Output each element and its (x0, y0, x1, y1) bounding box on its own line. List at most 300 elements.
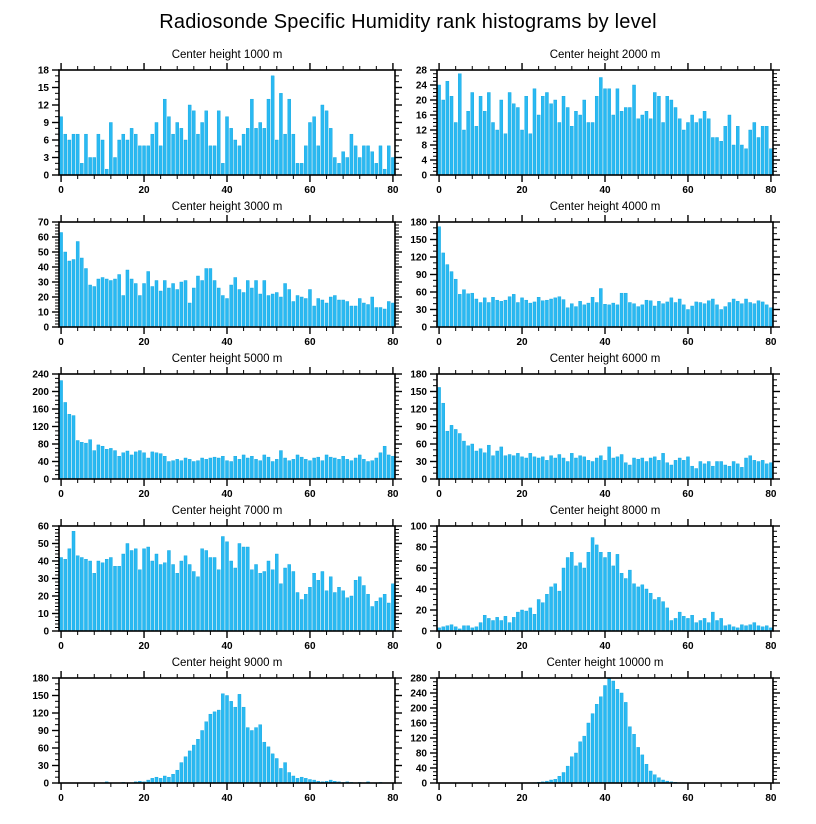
histogram-bar (732, 299, 735, 327)
y-tick-label: 80 (415, 542, 427, 554)
panel-2000m (408, 44, 816, 196)
histogram-bar (362, 459, 365, 479)
histogram-bar (587, 303, 590, 327)
histogram-bar (118, 140, 121, 175)
histogram-bar (209, 146, 212, 175)
x-tick-label: 60 (682, 641, 694, 652)
y-tick-label: 3 (43, 153, 49, 164)
histogram-bar (516, 453, 519, 479)
histogram-bar (275, 554, 278, 631)
histogram-bar (649, 593, 652, 631)
y-tick-label: 10 (37, 307, 49, 319)
histogram-bar (500, 447, 503, 479)
subplot-title: Center height 8000 m (549, 505, 661, 517)
histogram-bar (475, 451, 478, 479)
histogram-bar (147, 547, 150, 631)
subplot-title: Center height 10000 m (546, 657, 664, 669)
histogram-bar (134, 549, 137, 631)
histogram-bar (599, 697, 602, 783)
chart-area (38, 519, 402, 652)
histogram-bar (570, 304, 573, 327)
histogram-8000m (408, 500, 816, 652)
histogram-bar (263, 455, 266, 479)
histogram-bar (525, 458, 528, 479)
histogram-9000m (0, 652, 408, 804)
histogram-bar (475, 299, 478, 327)
histogram-bar (151, 287, 154, 328)
histogram-bar (720, 618, 723, 631)
histogram-bar (383, 169, 386, 175)
y-tick-label: 80 (37, 439, 49, 451)
histogram-bar (350, 596, 353, 631)
histogram-bar (391, 158, 394, 176)
histogram-bar (753, 304, 756, 327)
histogram-bar (467, 111, 470, 175)
y-tick-label: 120 (410, 733, 427, 745)
histogram-bar (201, 549, 204, 631)
histogram-bar (699, 303, 702, 328)
histogram-bar (678, 458, 681, 479)
histogram-bar (715, 138, 718, 176)
x-tick-label: 20 (138, 793, 150, 804)
histogram-bar (279, 584, 282, 631)
histogram-bar (97, 445, 100, 479)
histogram-bar (284, 458, 287, 479)
histogram-bar (715, 462, 718, 480)
histogram-bar (749, 130, 752, 175)
histogram-bar (292, 302, 295, 328)
histogram-bar (292, 134, 295, 175)
histogram-bar (93, 451, 96, 479)
histogram-bar (603, 460, 606, 479)
histogram-bar (562, 568, 565, 631)
histogram-bar (753, 123, 756, 176)
histogram-bar (143, 453, 146, 479)
x-tick-label: 60 (304, 489, 316, 500)
histogram-bar (296, 593, 299, 632)
histogram-bar (68, 549, 71, 631)
histogram-bar (608, 89, 611, 175)
histogram-bar (757, 462, 760, 480)
histogram-bar (155, 453, 158, 479)
y-tick-label: 180 (32, 673, 49, 685)
histogram-bar (180, 128, 183, 175)
histogram-bar (122, 453, 125, 479)
histogram-bar (728, 303, 731, 328)
histogram-bar (109, 281, 112, 328)
histogram-bar (180, 282, 183, 327)
histogram-bar (471, 444, 474, 479)
histogram-bar (151, 561, 154, 631)
histogram-bar (234, 456, 237, 479)
y-tick-label: 0 (43, 170, 49, 182)
histogram-bar (321, 300, 324, 327)
histogram-bar (321, 461, 324, 479)
histogram-bar (84, 269, 87, 328)
histogram-bar (496, 300, 499, 327)
histogram-bar (599, 456, 602, 479)
histogram-bar (246, 728, 249, 783)
histogram-bar (554, 298, 557, 327)
histogram-bar (450, 96, 453, 175)
chart-area (410, 671, 780, 804)
histogram-bar (176, 459, 179, 479)
histogram-bar (284, 763, 287, 783)
histogram-bar (496, 130, 499, 175)
histogram-bar (541, 96, 544, 175)
histogram-bar (255, 281, 258, 328)
histogram-bar (255, 565, 258, 632)
histogram-bar (475, 126, 478, 175)
histogram-bar (587, 460, 590, 479)
histogram-bar (163, 563, 166, 631)
histogram-bar (769, 149, 772, 175)
histogram-bar (201, 281, 204, 328)
histogram-bar (633, 304, 636, 327)
histogram-bar (541, 603, 544, 631)
histogram-bar (250, 456, 253, 479)
histogram-bar (645, 111, 648, 175)
histogram-bar (467, 446, 470, 479)
histogram-bar (122, 134, 125, 175)
histogram-bar (188, 105, 191, 175)
histogram-bar (184, 556, 187, 631)
histogram-bar (267, 99, 270, 175)
histogram-bar (333, 158, 336, 176)
histogram-bar (205, 722, 208, 783)
histogram-bar (155, 281, 158, 328)
y-tick-label: 60 (415, 439, 427, 451)
histogram-bar (225, 461, 228, 479)
panel-7000m (0, 500, 408, 652)
histogram-bar (221, 456, 224, 479)
histogram-bar (192, 288, 195, 327)
histogram-bar (275, 459, 278, 479)
histogram-bar (678, 299, 681, 327)
histogram-bar (242, 547, 245, 631)
y-tick-label: 160 (410, 718, 427, 730)
histogram-bar (192, 462, 195, 480)
histogram-bar (250, 731, 253, 784)
histogram-bar (720, 141, 723, 175)
histogram-bar (288, 461, 291, 479)
x-tick-label: 0 (436, 793, 442, 804)
histogram-bar (271, 754, 274, 783)
histogram-bar (313, 306, 316, 327)
histogram-bar (308, 587, 311, 631)
histogram-bar (64, 559, 67, 631)
histogram-bar (97, 279, 100, 327)
histogram-bar (379, 308, 382, 328)
histogram-bar (649, 771, 652, 783)
y-tick-label: 0 (421, 474, 427, 486)
histogram-bar (89, 561, 92, 631)
panel-8000m (408, 500, 816, 652)
histogram-bar (176, 290, 179, 328)
histogram-bar (525, 300, 528, 327)
histogram-bar (321, 105, 324, 175)
histogram-bar (362, 586, 365, 632)
histogram-bar (691, 615, 694, 631)
histogram-bar (379, 453, 382, 479)
histogram-bar (574, 307, 577, 327)
y-tick-label: 30 (37, 574, 49, 585)
panel-10000m (408, 652, 816, 804)
x-tick-label: 20 (516, 185, 528, 196)
histogram-bar (296, 455, 299, 479)
y-tick-label: 0 (43, 322, 49, 334)
histogram-bar (246, 458, 249, 479)
histogram-bar (533, 302, 536, 327)
histogram-bar (367, 146, 370, 175)
histogram-bar (740, 304, 743, 327)
histogram-bar (765, 126, 768, 175)
histogram-bar (275, 759, 278, 784)
histogram-bar (113, 279, 116, 327)
histogram-bar (325, 303, 328, 327)
histogram-bar (379, 598, 382, 631)
histogram-bar (358, 299, 361, 328)
histogram-bar (570, 453, 573, 479)
histogram-bar (666, 608, 669, 631)
histogram-bar (296, 296, 299, 328)
histogram-bar (130, 455, 133, 479)
histogram-bar (93, 158, 96, 176)
subplot-title: Center height 6000 m (549, 353, 661, 365)
histogram-bar (521, 610, 524, 631)
histogram-bar (250, 570, 253, 631)
y-tick-label: 280 (410, 673, 427, 685)
histogram-bar (500, 301, 503, 327)
histogram-bar (176, 573, 179, 631)
page-title: Radiosonde Specific Humidity rank histograms by level (159, 11, 657, 33)
histogram-bar (682, 460, 685, 479)
y-tick-label: 0 (421, 626, 427, 638)
histogram-bar (80, 163, 83, 175)
histogram-bar (587, 123, 590, 176)
x-tick-label: 0 (58, 793, 64, 804)
histogram-bar (595, 545, 598, 631)
histogram-bar (749, 456, 752, 479)
histogram-bar (64, 134, 67, 175)
histogram-bar (84, 443, 87, 479)
histogram-bar (217, 570, 220, 631)
histogram-bar (350, 306, 353, 327)
histogram-bar (151, 134, 154, 175)
histogram-bar (699, 621, 702, 632)
histogram-bar (566, 766, 569, 783)
histogram-bar (479, 449, 482, 479)
histogram-bar (674, 460, 677, 479)
histogram-bar (686, 123, 689, 176)
histogram-bar (300, 600, 303, 632)
y-tick-label: 40 (37, 556, 49, 568)
x-tick-label: 40 (599, 793, 611, 804)
histogram-bar (371, 152, 374, 175)
histogram-bar (375, 163, 378, 175)
x-tick-label: 80 (387, 489, 399, 500)
histogram-bar (371, 461, 374, 479)
histogram-bar (649, 458, 652, 479)
histogram-bar (674, 303, 677, 328)
histogram-bar (491, 297, 494, 327)
histogram-bar (633, 584, 636, 631)
histogram-bar (583, 305, 586, 327)
histogram-bar (641, 115, 644, 175)
y-tick-label: 20 (415, 605, 427, 617)
histogram-bar (130, 279, 133, 327)
histogram-bar (155, 123, 158, 176)
histogram-bar (271, 294, 274, 327)
y-tick-label: 30 (37, 761, 49, 772)
histogram-bar (126, 270, 129, 327)
histogram-bar (304, 459, 307, 479)
histogram-bar (438, 85, 441, 175)
x-tick-label: 40 (599, 185, 611, 196)
histogram-bar (666, 96, 669, 175)
histogram-bar (637, 119, 640, 175)
histogram-bar (678, 119, 681, 175)
histogram-bar (454, 429, 457, 479)
chart-area (32, 671, 402, 804)
histogram-bar (259, 725, 262, 783)
y-tick-label: 0 (421, 778, 427, 790)
histogram-bar (367, 305, 370, 328)
histogram-bar (201, 123, 204, 176)
histogram-bar (521, 130, 524, 175)
histogram-bar (645, 589, 648, 631)
histogram-bar (201, 458, 204, 479)
histogram-bar (608, 305, 611, 327)
x-tick-label: 60 (682, 337, 694, 348)
y-tick-label: 12 (37, 100, 49, 112)
histogram-bar (471, 293, 474, 327)
histogram-bar (724, 465, 727, 479)
histogram-bar (383, 446, 386, 479)
histogram-bar (105, 449, 108, 479)
histogram-bar (246, 281, 249, 328)
histogram-bar (703, 111, 706, 175)
histogram-bar (438, 227, 441, 327)
histogram-bar (728, 466, 731, 479)
histogram-bar (645, 764, 648, 783)
histogram-bar (496, 451, 499, 479)
histogram-bar (80, 442, 83, 479)
y-tick-label: 0 (43, 778, 49, 790)
x-tick-label: 20 (138, 337, 150, 348)
histogram-bar (138, 296, 141, 328)
x-tick-label: 40 (221, 489, 233, 500)
histogram-bar (304, 594, 307, 631)
histogram-bar (221, 694, 224, 783)
histogram-bar (122, 554, 125, 631)
histogram-bar (529, 134, 532, 175)
histogram-bar (367, 594, 370, 631)
y-tick-label: 40 (37, 457, 49, 468)
histogram-bar (545, 300, 548, 327)
histogram-bar (616, 554, 619, 631)
histogram-bar (176, 770, 179, 783)
histogram-bar (583, 457, 586, 479)
histogram-bar (126, 451, 129, 479)
histogram-bar (313, 573, 316, 631)
y-tick-label: 70 (37, 217, 49, 229)
histogram-bar (321, 572, 324, 632)
histogram-bar (213, 281, 216, 328)
histogram-bar (275, 140, 278, 175)
histogram-bar (446, 265, 449, 327)
histogram-bar (533, 457, 536, 479)
histogram-bar (238, 544, 241, 632)
histogram-bar (76, 134, 79, 175)
histogram-bar (205, 269, 208, 328)
histogram-bar (308, 461, 311, 479)
histogram-bar (64, 402, 67, 479)
histogram-bar (130, 128, 133, 175)
histogram-bar (732, 462, 735, 480)
x-tick-label: 20 (516, 793, 528, 804)
histogram-bar (624, 579, 627, 632)
histogram-bar (192, 111, 195, 175)
histogram-bar (628, 727, 631, 783)
histogram-bar (579, 456, 582, 479)
y-tick-label: 18 (37, 65, 49, 77)
histogram-grid (0, 44, 816, 804)
y-tick-label: 60 (37, 521, 49, 533)
histogram-bar (317, 580, 320, 631)
histogram-bar (570, 552, 573, 631)
histogram-bar (641, 458, 644, 479)
histogram-bar (333, 296, 336, 328)
x-tick-label: 20 (138, 185, 150, 196)
histogram-bar (599, 289, 602, 328)
histogram-bar (699, 119, 702, 175)
histogram-bar (196, 461, 199, 479)
histogram-bar (184, 757, 187, 783)
histogram-bar (757, 138, 760, 176)
histogram-1000m (0, 44, 408, 196)
histogram-bar (308, 290, 311, 328)
histogram-bar (491, 123, 494, 176)
histogram-bar (89, 440, 92, 479)
histogram-bar (512, 104, 515, 175)
histogram-bar (76, 242, 79, 328)
x-tick-label: 60 (682, 793, 694, 804)
histogram-bar (375, 458, 378, 479)
histogram-bar (213, 146, 216, 175)
histogram-bar (296, 163, 299, 175)
x-tick-label: 80 (765, 185, 777, 196)
panel-5000m (0, 348, 408, 500)
histogram-bar (267, 747, 270, 783)
y-tick-label: 160 (32, 404, 49, 416)
histogram-bar (337, 163, 340, 175)
histogram-bar (624, 463, 627, 479)
histogram-bar (653, 600, 656, 632)
histogram-bar (155, 554, 158, 631)
histogram-bar (724, 126, 727, 175)
histogram-bar (736, 126, 739, 175)
histogram-bar (250, 288, 253, 327)
histogram-bar (438, 387, 441, 479)
histogram-bar (138, 451, 141, 479)
histogram-bar (487, 303, 490, 328)
subplot-title: Center height 4000 m (549, 201, 661, 213)
y-tick-label: 10 (37, 609, 49, 620)
histogram-bar (263, 128, 266, 175)
histogram-bar (292, 459, 295, 479)
histogram-bar (375, 601, 378, 631)
